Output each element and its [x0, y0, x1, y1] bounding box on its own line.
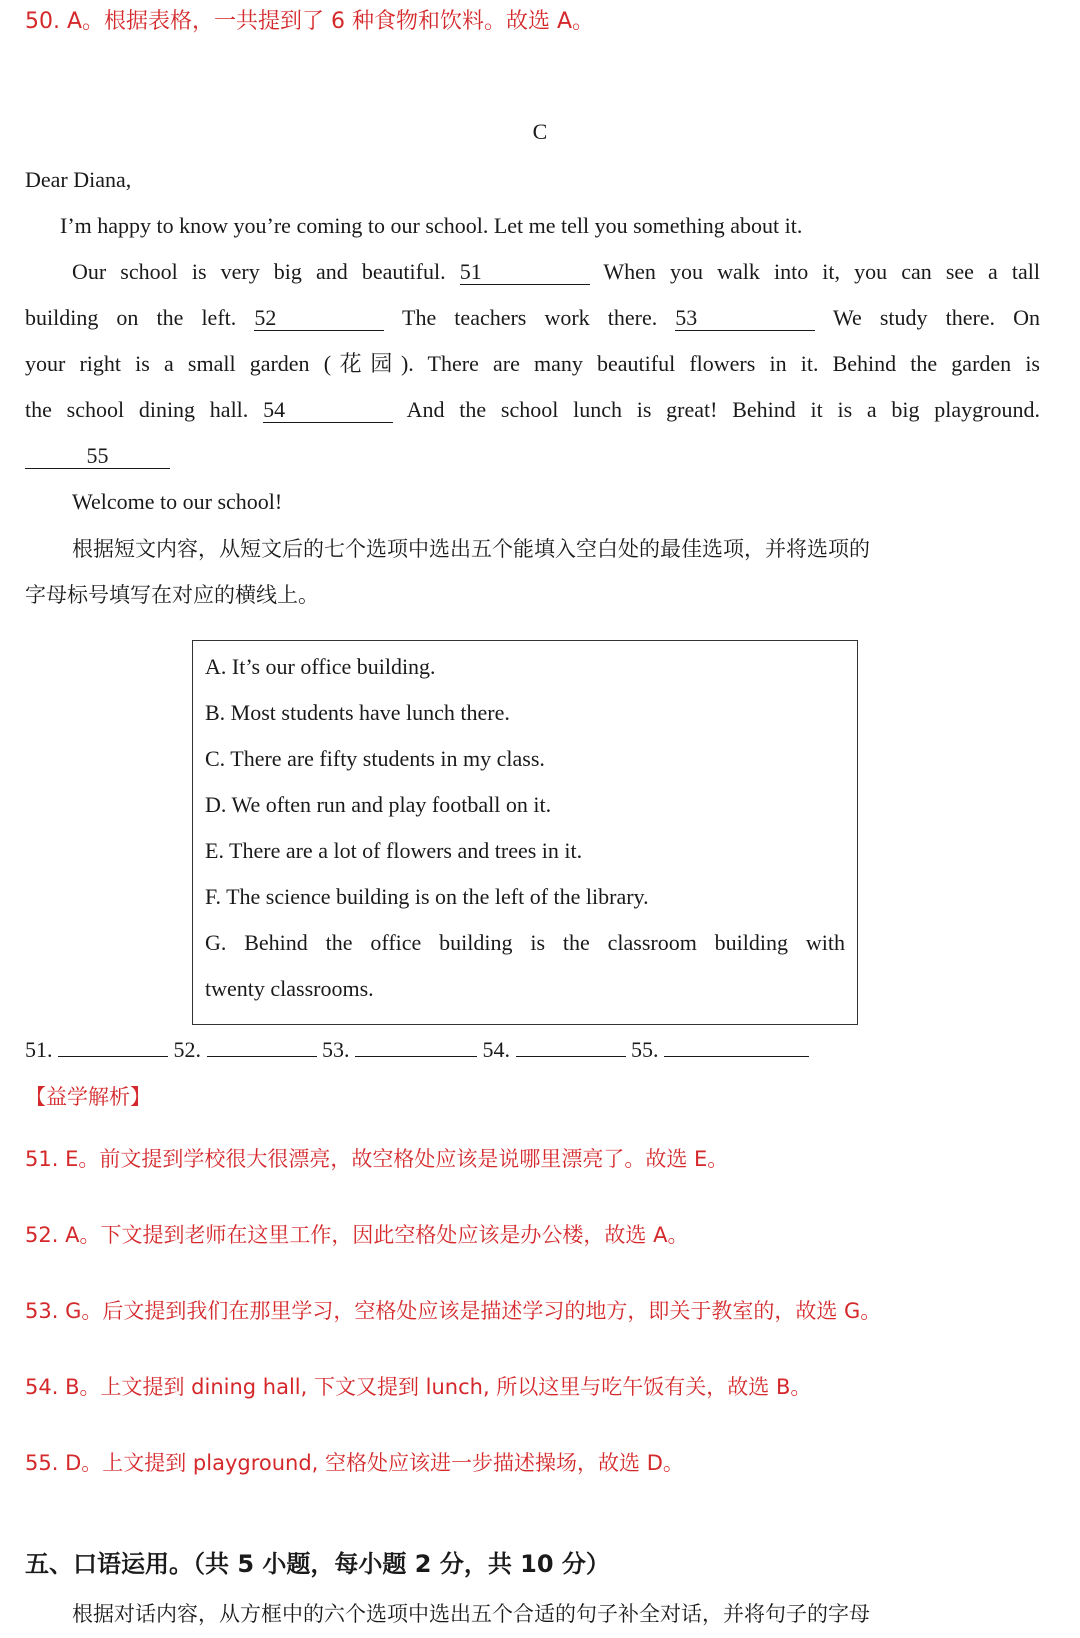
answer-blank-53[interactable] — [355, 1056, 477, 1057]
answer-blank-52[interactable] — [207, 1056, 317, 1057]
section-5-instruction: 根据对话内容，从方框中的六个选项中选出五个合适的句子补全对话，并将句子的字母 — [72, 1602, 870, 1626]
analysis-52: 52. A。下文提到老师在这里工作，因此空格处应该是办公楼，故选 A。 — [25, 1223, 689, 1247]
answer-blanks-row — [25, 1036, 809, 1064]
passage-text: The teachers work there. — [402, 305, 658, 330]
blank-53: 53 — [675, 306, 815, 331]
analysis-title: 【益学解析】 — [25, 1085, 151, 1109]
blank-54: 54 — [263, 398, 393, 423]
option-d: D. We often run and play football on it. — [205, 792, 552, 817]
passage-text: And the school lunch is great! Behind it is a big playground. — [406, 397, 1041, 422]
option-g: G. Behind the office building is the classroom building with — [205, 930, 845, 955]
blank-51: 51 — [460, 260, 590, 285]
answer-blank-55[interactable] — [664, 1056, 809, 1057]
letter-greeting: Dear Diana, — [25, 167, 132, 192]
blank-55: 55 — [25, 444, 170, 469]
passage-line-1: I’m happy to know you’re coming to our school. Let me tell you something about it. — [60, 213, 803, 238]
passage-line-6 — [25, 442, 170, 470]
analysis-51: 51. E。前文提到学校很大很漂亮，故空格处应该是说哪里漂亮了。故选 E。 — [25, 1147, 729, 1171]
letter-closing: Welcome to our school! — [72, 489, 283, 514]
passage-text: building on the left. — [25, 305, 237, 330]
option-c: C. There are fifty students in my class. — [205, 746, 545, 771]
answer-label-54: 54. — [482, 1037, 510, 1062]
answer-blank-51[interactable] — [58, 1056, 168, 1057]
instruction-line-1: 根据短文内容，从短文后的七个选项中选出五个能填入空白处的最佳选项，并将选项的 — [72, 537, 870, 561]
passage-text: We study there. On — [832, 305, 1041, 330]
option-a: A. It’s our office building. — [205, 654, 436, 679]
passage-text: When you walk into it, you can see a tall — [603, 259, 1040, 284]
option-g-continued: twenty classrooms. — [205, 976, 374, 1001]
section-5-title: 五、口语运用。（共 5 小题，每小题 2 分，共 10 分） — [25, 1550, 610, 1578]
answer-label-51: 51. — [25, 1037, 53, 1062]
options-box — [192, 640, 858, 1025]
option-b: B. Most students have lunch there. — [205, 700, 510, 725]
instruction-line-2: 字母标号填写在对应的横线上。 — [25, 583, 319, 607]
answer-label-53: 53. — [322, 1037, 350, 1062]
passage-line-5 — [25, 396, 1040, 424]
option-e: E. There are a lot of flowers and trees in it. — [205, 838, 583, 863]
answer-blank-54[interactable] — [516, 1056, 626, 1057]
passage-line-2 — [72, 258, 1040, 286]
answer-label-52: 52. — [173, 1037, 201, 1062]
passage-line-3 — [25, 304, 1040, 332]
analysis-53: 53. G。后文提到我们在那里学习，空格处应该是描述学习的地方，即关于教室的，故选 G。 — [25, 1299, 882, 1323]
answer-50: 50. A。根据表格，一共提到了 6 种食物和饮料。故选 A。 — [25, 9, 595, 34]
passage-text: Our school is very big and beautiful. — [72, 259, 446, 284]
analysis-54: 54. B。上文提到 dining hall, 下文又提到 lunch, 所以这里与吃午饭有关，故选 B。 — [25, 1375, 812, 1399]
blank-52: 52 — [254, 306, 384, 331]
passage-text: the school dining hall. — [25, 397, 249, 422]
passage-line-4: your right is a small garden (花园). There are many beautiful flowers in it. Behind the garden is — [25, 351, 1040, 376]
option-f: F. The science building is on the left of the library. — [205, 884, 649, 909]
answer-label-55: 55. — [631, 1037, 659, 1062]
analysis-55: 55. D。上文提到 playground, 空格处应该进一步描述操场，故选 D。 — [25, 1451, 684, 1475]
section-letter: C — [532, 119, 548, 144]
